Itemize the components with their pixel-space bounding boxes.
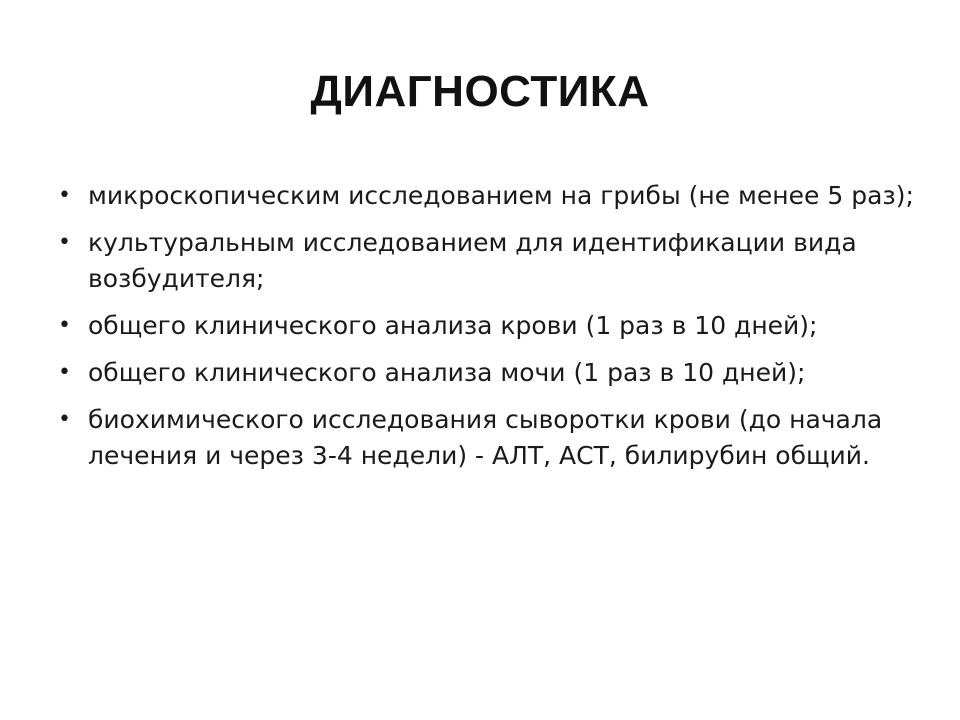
list-item-text: культуральным исследованием для идентификации вида возбудителя; bbox=[88, 228, 857, 293]
bullet-icon: • bbox=[58, 230, 71, 255]
list-item bbox=[58, 402, 918, 474]
list-item-text: общего клинического анализа крови (1 раз в 10 дней); bbox=[88, 311, 818, 340]
bullet-icon: • bbox=[58, 407, 71, 432]
list-item-text: общего клинического анализа мочи (1 раз в 10 дней); bbox=[88, 358, 806, 387]
slide-title: ДИАГНОСТИКА bbox=[310, 67, 650, 116]
bullet-list bbox=[58, 178, 918, 485]
list-item-text: микроскопическим исследованием на грибы (не менее 5 раз); bbox=[88, 181, 914, 210]
list-item bbox=[58, 178, 918, 214]
list-item bbox=[58, 308, 918, 344]
list-item bbox=[58, 355, 918, 391]
list-item-text: биохимического исследования сыворотки крови (до начала лечения и через 3-4 недели) - АЛТ, АСТ, билирубин общий. bbox=[88, 405, 883, 470]
bullet-icon: • bbox=[58, 183, 71, 208]
bullet-icon: • bbox=[58, 360, 71, 385]
list-item bbox=[58, 225, 918, 297]
bullet-icon: • bbox=[58, 313, 71, 338]
